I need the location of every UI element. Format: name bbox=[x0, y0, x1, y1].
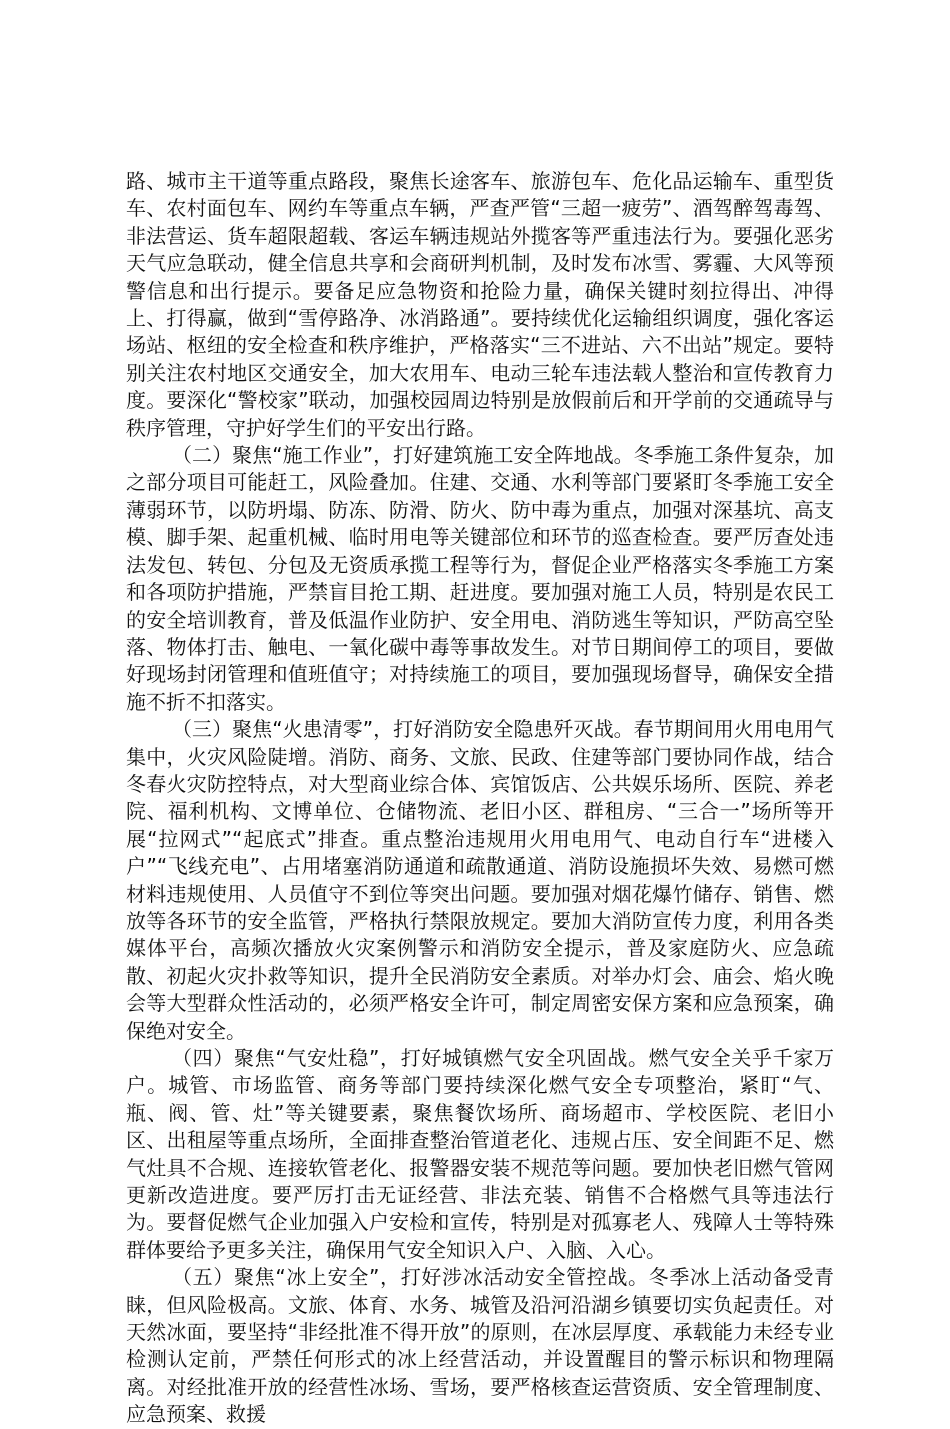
paragraph-continued: 路、城市主干道等重点路段，聚焦长途客车、旅游包车、危化品运输车、重型货车、农村面包车、网约车等重点车辆，严查严管“三超一疲劳”、酒驾醉驾毒驾、非法营运、货车超限超载、客运车辆违规站外揽客等严重违法行为。要强化恶劣天气应急联动，健全信息共享和会商研判机制，及时发布冰雪、雾霾、大风等预警信息和出行提示。要备足应急物资和抢险力量，确保关键时刻拉得出、冲得上、打得赢，做到“雪停路净、冰消路通”。要持续优化运输组织调度，强化客运场站、枢纽的安全检查和秩序维护，严格落实“三不进站、六不出站”规定。要特别关注农村地区交通安全，加大农用车、电动三轮车违法载人整治和宣传教育力度。要深化“警校家”联动，加强校园周边特别是放假前后和开学前的交通疏导与秩序管理，守护好学生们的平安出行路。 bbox=[126, 169, 834, 440]
paragraph-section-2: （二）聚焦“施工作业”，打好建筑施工安全阵地战。冬季施工条件复杂，加之部分项目可能赶工，风险叠加。住建、交通、水利等部门要紧盯冬季施工安全薄弱环节，以防坍塌、防冻、防滑、防火、防中毒为重点，加强对深基坑、高支模、脚手架、起重机械、临时用电等关键部位和环节的巡查检查。要严厉查处违法发包、转包、分包及无资质承揽工程等行为，督促企业严格落实冬季施工方案和各项防护措施，严禁盲目抢工期、赶进度。要加强对施工人员，特别是农民工的安全培训教育，普及低温作业防护、安全用电、消防逃生等知识，严防高空坠落、物体打击、触电、一氧化碳中毒等事故发生。对节日期间停工的项目，要做好现场封闭管理和值班值守；对持续施工的项目，要加强现场督导，确保安全措施不折不扣落实。 bbox=[126, 443, 834, 714]
paragraph-section-4: （四）聚焦“气安灶稳”，打好城镇燃气安全巩固战。燃气安全关乎千家万户。城管、市场监管、商务等部门要持续深化燃气安全专项整治，紧盯“气、瓶、阀、管、灶”等关键要素，聚焦餐饮场所、商场超市、学校医院、老旧小区、出租屋等重点场所，全面排查整治管道老化、违规占压、安全间距不足、燃气灶具不合规、连接软管老化、报警器安装不规范等问题。要加快老旧燃气管网更新改造进度。要严厉打击无证经营、非法充装、销售不合格燃气具等违法行为。要督促燃气企业加强入户安检和宣传，特别是对孤寡老人、残障人士等特殊群体要给予更多关注，确保用气安全知识入户、入脑、入心。 bbox=[126, 1046, 834, 1262]
paragraph-section-3: （三）聚焦“火患清零”，打好消防安全隐患歼灭战。春节期间用火用电用气集中，火灾风险陡增。消防、商务、文旅、民政、住建等部门要协同作战，结合冬春火灾防控特点，对大型商业综合体、宾馆饭店、公共娱乐场所、医院、养老院、福利机构、文博单位、仓储物流、老旧小区、群租房、“三合一”场所等开展“拉网式”“起底式”排查。重点整治违规用火用电用气、电动自行车“进楼入户”“飞线充电”、占用堵塞消防通道和疏散通道、消防设施损坏失效、易燃可燃材料违规使用、人员值守不到位等突出问题。要加强对烟花爆竹储存、销售、燃放等各环节的安全监管，严格执行禁限放规定。要加大消防宣传力度，利用各类媒体平台，高频次播放火灾案例警示和消防安全提示，普及家庭防火、应急疏散、初起火灾扑救等知识，提升全民消防安全素质。对举办灯会、庙会、焰火晚会等大型群众性活动的，必须严格安全许可，制定周密安保方案和应急预案，确保绝对安全。 bbox=[126, 717, 834, 1043]
document-body bbox=[126, 168, 834, 1429]
paragraph-section-5: （五）聚焦“冰上安全”，打好涉冰活动安全管控战。冬季冰上活动备受青睐，但风险极高。文旅、体育、水务、城管及沿河沿湖乡镇要切实负起责任。对天然冰面，要坚持“非经批准不得开放”的原则，在冰层厚度、承载能力未经专业检测认定前，严禁任何形式的冰上经营活动，并设置醒目的警示标识和物理隔离。对经批准开放的经营性冰场、雪场，要严格核查运营资质、安全管理制度、应急预案、救援 bbox=[126, 1265, 834, 1427]
